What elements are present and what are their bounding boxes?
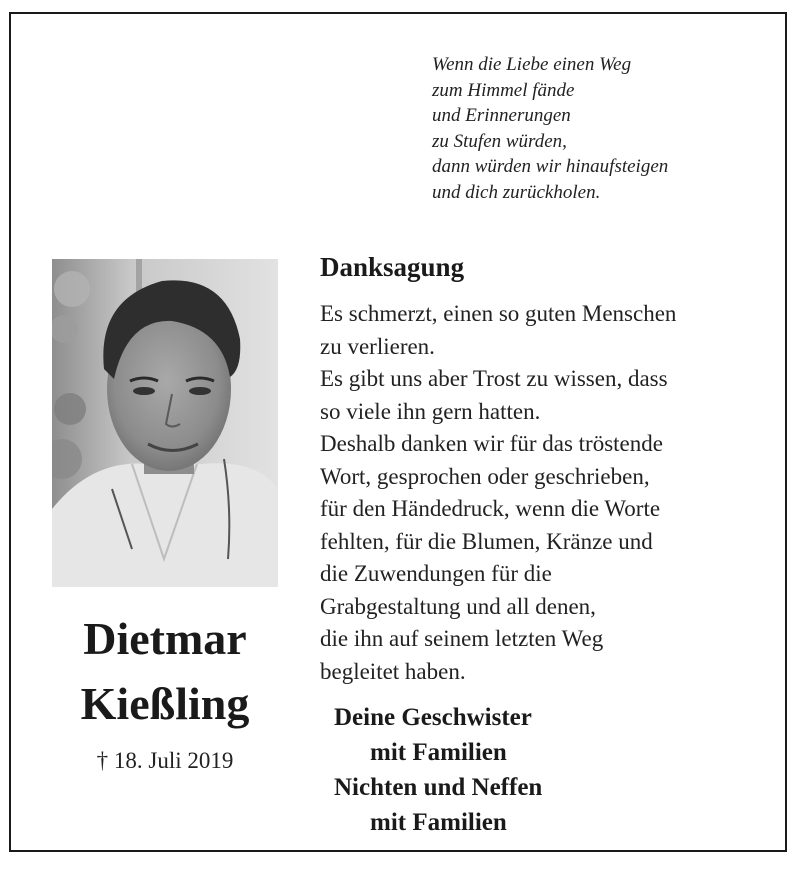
poem-line: und dich zurückholen.: [432, 181, 601, 203]
signature-block: [334, 700, 542, 840]
thanks-line: die ihn auf seinem letzten Weg: [320, 626, 604, 651]
signature-line: mit Familien: [370, 739, 507, 766]
signature-line: Nichten und Neffen: [334, 774, 543, 801]
poem-line: zum Himmel fände: [432, 79, 575, 101]
thanks-line: zu verlieren.: [320, 333, 435, 359]
poem: [432, 52, 668, 205]
thanks-line: für den Händedruck, wenn die Worte: [320, 496, 661, 521]
portrait-photo: [52, 259, 278, 587]
thanks-heading: Danksagung: [320, 252, 465, 282]
signature-line: Deine Geschwister: [334, 704, 532, 731]
deceased-last-name: Kießling: [80, 678, 250, 729]
death-date: † 18. Juli 2019: [96, 748, 234, 773]
poem-line: zu Stufen würden,: [432, 130, 567, 152]
thanks-line: Grabgestaltung und all denen,: [320, 593, 596, 619]
thanks-line: begleitet haben.: [320, 658, 466, 684]
thanks-line: fehlten, für die Blumen, Kränze und: [320, 528, 653, 554]
thanks-line: Es schmerzt, einen so guten Menschen: [320, 301, 677, 326]
thanks-line: Deshalb danken wir für das tröstende: [320, 431, 663, 456]
poem-line: dann würden wir hinaufsteigen: [432, 156, 669, 177]
thanks-line: die Zuwendungen für die: [320, 561, 552, 586]
thanks-line: Wort, gesprochen oder geschrieben,: [320, 463, 650, 489]
thanks-line: Es gibt uns aber Trost zu wissen, dass: [320, 366, 668, 391]
thanks-line: so viele ihn gern hatten.: [320, 398, 541, 424]
deceased-first-name: Dietmar: [83, 613, 247, 664]
poem-line: Wenn die Liebe einen Weg: [432, 54, 632, 75]
signature-line: mit Familien: [370, 809, 507, 836]
poem-line: und Erinnerungen: [432, 105, 571, 126]
thanks-text: [320, 298, 676, 688]
